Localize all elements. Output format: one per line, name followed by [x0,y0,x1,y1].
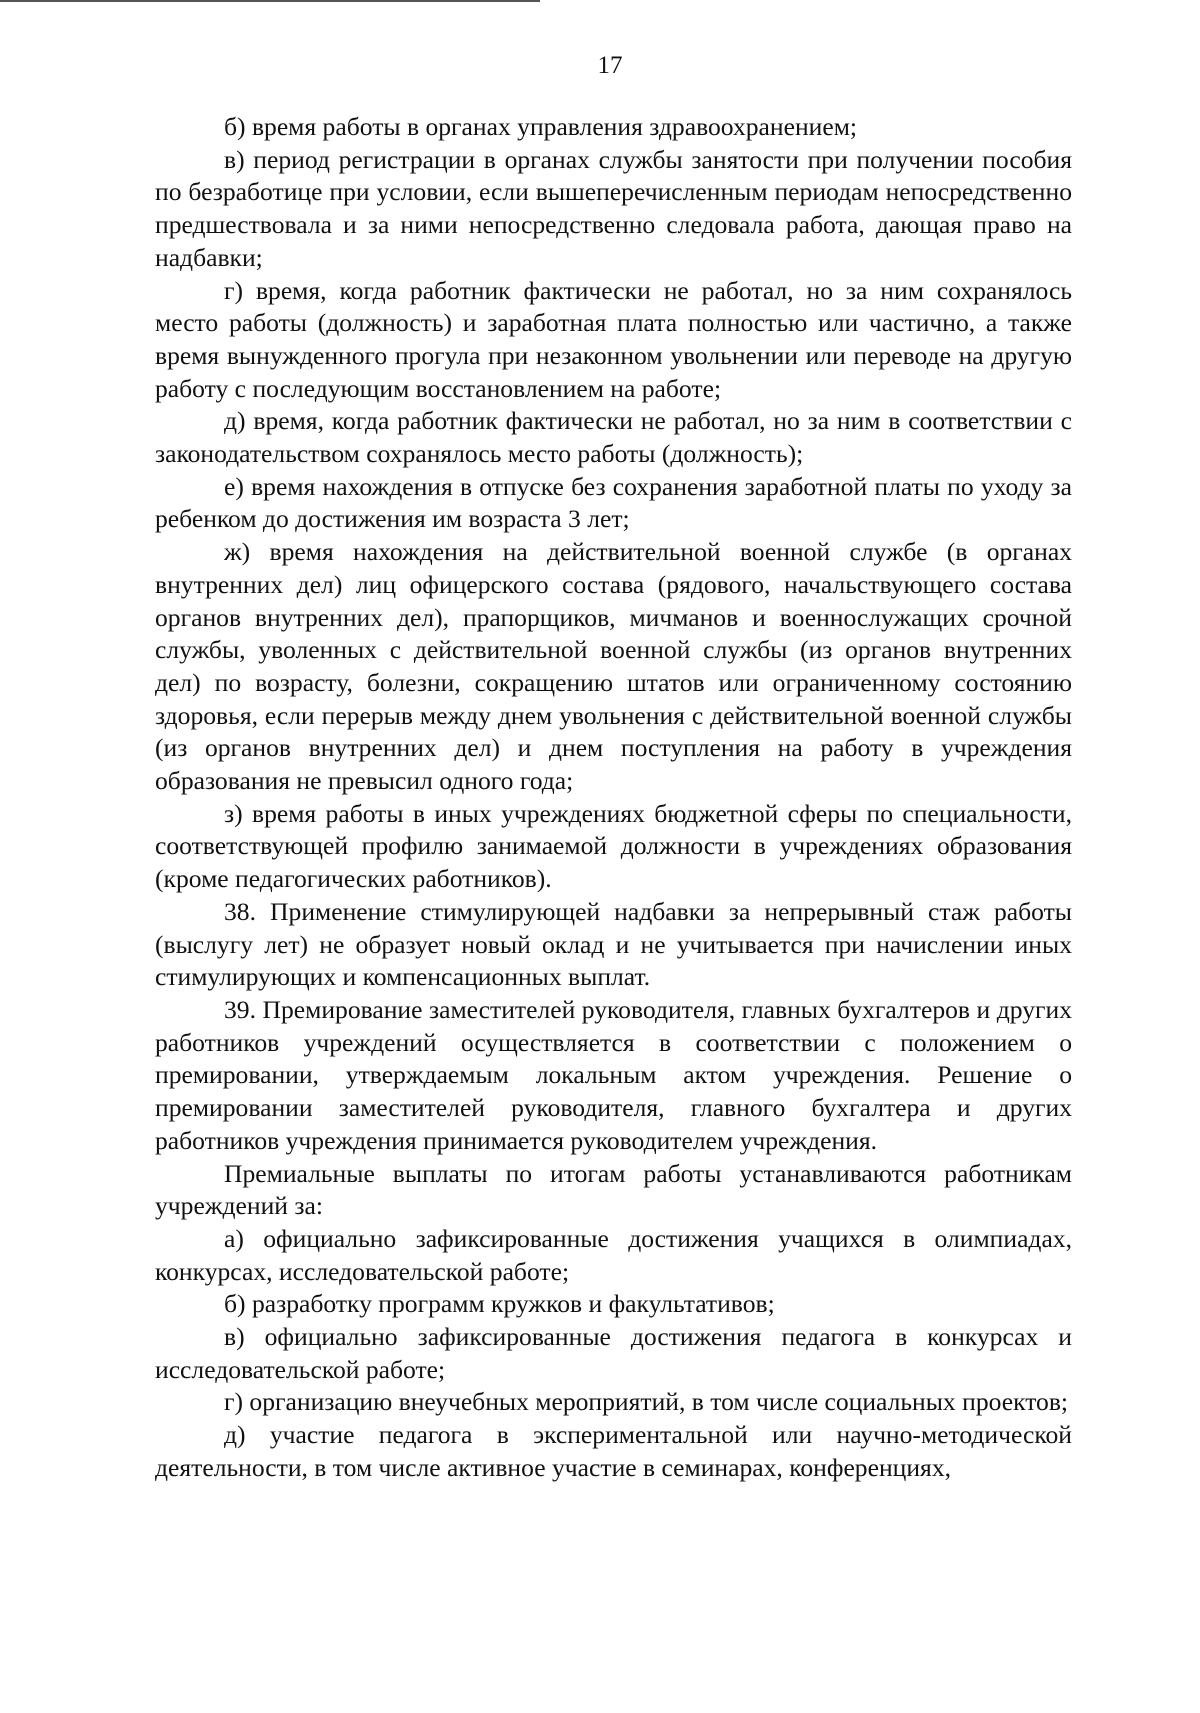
paragraph-38-seniority-bonus: 38. Применение стимулирующей надбавки за непрерывный стаж работы (выслугу лет) не образует новый оклад и не учитывается при начислении иных стимулирующих и компенсационных выплат. [155,896,1072,992]
paragraph-g-extracurricular-events: г) организацию внеучебных мероприятий, в том числе социальных проектов; [224,1387,1069,1417]
paragraph-v-employment-registration: в) период регистрации в органах службы занятости при получении пособия по безработице при условии, если вышеперечисленным периодам непосредственно предшествовала и за ними непосредственно следовала работа, дающая право на надбавки; [155,144,1072,272]
page-number: 17 [597,52,623,79]
paragraph-39-bonuses: 39. Премирование заместителей руководителя, главных бухгалтеров и других работников учреждений осуществляется в соответствии с положением о премировании, утверждаемым локальным актом учреждения. Решение о премировании заместителей руководителя, главного бухгалтера и других работников учреждения принимается руководителем учреждения. [155,994,1072,1155]
paragraph-b-club-programs: б) разработку программ кружков и факультативов; [224,1289,775,1319]
paragraph-bonus-payments-intro: Премиальные выплаты по итогам работы устанавливаются работникам учреждений за: [155,1158,1072,1221]
document-body [155,111,1072,1485]
paragraph-a-student-achievements: а) официально зафиксированные достижения учащихся в олимпиадах, конкурсах, исследовательской работе; [155,1223,1072,1286]
paragraph-b-health-admin: б) время работы в органах управления здравоохранением; [224,112,858,141]
paragraph-e-childcare-leave: е) время нахождения в отпуске без сохранения заработной платы по уходу за ребенком до достижения им возраста 3 лет; [155,471,1072,534]
paragraph-d-retained-by-law: д) время, когда работник фактически не работал, но за ним в соответствии с законодательством сохранялось место работы (должность); [155,406,1072,469]
paragraph-g-retained-position: г) время, когда работник фактически не работал, но за ним сохранялось место работы (должность) и заработная плата полностью или частично, а также время вынужденного прогула при незаконном увольнении или переводе на другую работу с последующим восстановлением на работе; [155,275,1072,403]
paragraph-v-teacher-achievements: в) официально зафиксированные достижения педагога в конкурсах и исследовательской работе; [155,1322,1072,1384]
paragraph-z-budget-institutions: з) время работы в иных учреждениях бюджетной сферы по специальности, соответствующей профилю занимаемой должности в учреждениях образования (кроме педагогических работников). [155,798,1072,894]
paragraph-zh-military-service: ж) время нахождения на действительной военной службе (в органах внутренних дел) лиц офицерского состава (рядового, начальствующего состава органов внутренних дел), прапорщиков, мичманов и военнослужащих срочной службы, уволенных с действительной военной службы (из органов внутренних дел) по возрасту, болезни, сокращению штатов или ограниченному состоянию здоровья, если перерыв между днем увольнения с действительной военной службы (из органов внутренних дел) и днем поступления на работу в учреждения образования не превысил одного года; [155,537,1072,796]
paragraph-d-research-activity: д) участие педагога в экспериментальной или научно-методической деятельности, в том числе активное участие в семинарах, конференциях, [155,1420,1072,1482]
top-edge-rule [0,0,540,2]
